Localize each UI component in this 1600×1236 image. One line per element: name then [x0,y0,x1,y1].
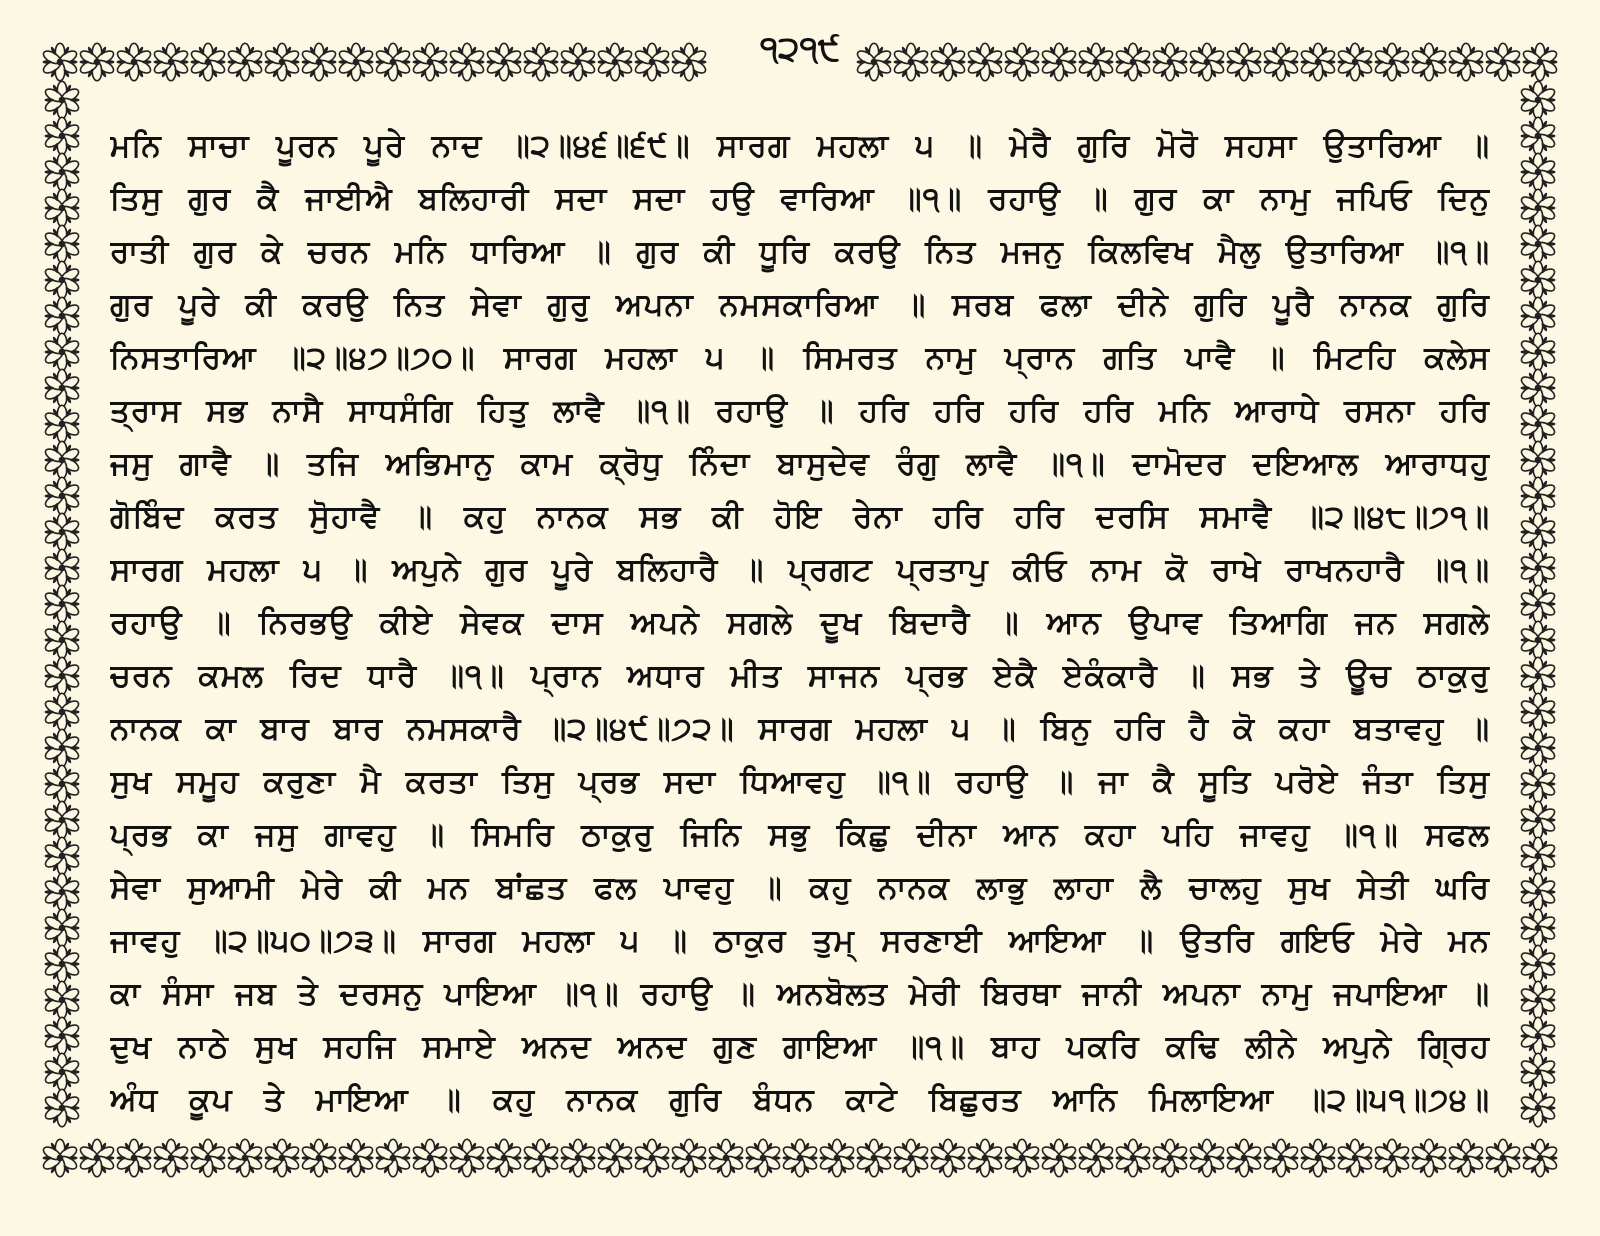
text-line: ਗੋਬਿੰਦ ਕਰਤ ਸੋੁਹਾਵੈ ॥ ਕਹੁ ਨਾਨਕ ਸਭ ਕੀ ਹੋਇ ਰੇਨਾ ਹਰਿ ਹਰਿ ਦਰਸਿ ਸਮਾਵੈ ॥੨॥੪੮॥੭੧॥ [110,499,1490,535]
flower-ornament-icon [43,945,80,982]
flower-ornament-icon [374,1139,411,1176]
flower-ornament-icon [1519,765,1556,802]
flower-ornament-icon [448,1139,485,1176]
flower-ornament-icon [43,513,80,550]
flower-ornament-icon [485,1139,522,1176]
flower-ornament-icon [1519,117,1556,154]
flower-ornament-icon [966,1139,1003,1176]
flower-ornament-icon [1336,1139,1373,1176]
flower-ornament-icon [1519,693,1556,730]
text-line: ਸੁਖ ਸਮੂਹ ਕਰੁਣਾ ਮੈ ਕਰਤਾ ਤਿਸੁ ਪ੍ਰਭ ਸਦਾ ਧਿਆਵਹੁ ॥੧॥ ਰਹਾਉ ॥ ਜਾ ਕੈ ਸੂਤਿ ਪਰੋਏ ਜੰਤਾ ਤਿਸੁ [110,764,1490,800]
text-line: ਕਾ ਸੰਸਾ ਜਬ ਤੇ ਦਰਸਨੁ ਪਾਇਆ ॥੧॥ ਰਹਾਉ ॥ ਅਨਬੋਲਤ ਮੇਰੀ ਬਿਰਥਾ ਜਾਨੀ ਅਪਨਾ ਨਾਮੁ ਜਪਾਇਆ ॥ [110,976,1490,1012]
flower-ornament-icon [1519,153,1556,190]
flower-ornament-icon [1519,909,1556,946]
flower-ornament-icon [559,1139,596,1176]
flower-ornament-icon [1447,1139,1484,1176]
text-line: ਪ੍ਰਭ ਕਾ ਜਸੁ ਗਾਵਹੁ ॥ ਸਿਮਰਿ ਠਾਕੁਰੁ ਜਿਨਿ ਸਭੁ ਕਿਛੁ ਦੀਨਾ ਆਨ ਕਹਾ ਪਹਿ ਜਾਵਹੁ ॥੧॥ ਸਫਲ [110,817,1490,853]
flower-ornament-icon [43,117,80,154]
flower-ornament-icon [226,1139,263,1176]
flower-ornament-icon [670,1139,707,1176]
text-line: ਮਨਿ ਸਾਚਾ ਪੂਰਨ ਪੂਰੇ ਨਾਦ ॥੨॥੪੬॥੬੯॥ ਸਾਰਗ ਮਹਲਾ ੫ ॥ ਮੇਰੈ ਗੁਰਿ ਮੋਰੋ ਸਹਸਾ ਉਤਾਰਿਆ ॥ [110,128,1490,164]
flower-ornament-icon [1519,1089,1556,1126]
flower-ornament-icon [1519,657,1556,694]
verse-text-block [110,120,1490,1127]
flower-ornament-icon [1410,1139,1447,1176]
flower-ornament-icon [1299,1139,1336,1176]
flower-ornament-icon [1225,1139,1262,1176]
flower-ornament-icon [43,837,80,874]
flower-ornament-icon [855,1139,892,1176]
flower-ornament-icon [115,1139,152,1176]
text-line: ਨਾਨਕ ਕਾ ਬਾਰ ਬਾਰ ਨਮਸਕਾਰੈ ॥੨॥੪੯॥੭੨॥ ਸਾਰਗ ਮਹਲਾ ੫ ॥ ਬਿਨੁ ਹਰਿ ਹੈ ਕੋ ਕਹਾ ਬਤਾਵਹੁ ॥ [110,711,1490,747]
page-number [0,28,1600,70]
flower-ornament-icon [411,1139,448,1176]
flower-ornament-icon [1519,945,1556,982]
flower-ornament-icon [43,333,80,370]
flower-ornament-icon [744,1139,781,1176]
text-line: ਗੁਰ ਪੂਰੇ ਕੀ ਕਰਉ ਨਿਤ ਸੇਵਾ ਗੁਰੁ ਅਪਨਾ ਨਮਸਕਾਰਿਆ ॥ ਸਰਬ ਫਲਾ ਦੀਨੇ ਗੁਰਿ ਪੂਰੈ ਨਾਨਕ ਗੁਰਿ [110,287,1490,323]
text-line: ਜਸੁ ਗਾਵੈ ॥ ਤਜਿ ਅਭਿਮਾਨੁ ਕਾਮ ਕ੍ਰੋਧੁ ਨਿੰਦਾ ਬਾਸੁਦੇਵ ਰੰਗੁ ਲਾਵੈ ॥੧॥ ਦਾਮੋਦਰ ਦਇਆਲ ਆਰਾਧਹੁ [110,446,1490,482]
flower-ornament-icon [43,1053,80,1090]
text-line: ਨਿਸਤਾਰਿਆ ॥੨॥੪੭॥੭੦॥ ਸਾਰਗ ਮਹਲਾ ੫ ॥ ਸਿਮਰਤ ਨਾਮੁ ਪ੍ਰਾਨ ਗਤਿ ਪਾਵੈ ॥ ਮਿਟਹਿ ਕਲੇਸ [110,340,1490,376]
flower-ornament-icon [1519,981,1556,1018]
flower-ornament-icon [43,621,80,658]
flower-ornament-icon [1519,261,1556,298]
flower-ornament-icon [43,369,80,406]
text-line: ਜਾਵਹੁ ॥੨॥੫੦॥੭੩॥ ਸਾਰਗ ਮਹਲਾ ੫ ॥ ਠਾਕੁਰ ਤੁਮ੍ ਸਰਣਾਈ ਆਇਆ ॥ ਉਤਰਿ ਗਇਓ ਮੇਰੇ ਮਨ [110,923,1490,959]
flower-ornament-icon [1519,225,1556,262]
flower-ornament-icon [263,1139,300,1176]
flower-ornament-icon [1519,81,1556,118]
flower-ornament-icon [818,1139,855,1176]
flower-ornament-icon [43,405,80,442]
flower-ornament-icon [1188,1139,1225,1176]
text-line: ਸੇਵਾ ਸੁਆਮੀ ਮੇਰੇ ਕੀ ਮਨ ਬਾਂਛਤ ਫਲ ਪਾਵਹੁ ॥ ਕਹੁ ਨਾਨਕ ਲਾਭੁ ਲਾਹਾ ਲੈ ਚਾਲਹੁ ਸੁਖ ਸੇਤੀ ਘਰਿ [110,870,1490,906]
flower-ornament-icon [1151,1139,1188,1176]
text-line: ਤ੍ਰਾਸ ਸਭ ਨਾਸੈ ਸਾਧਸੰਗਿ ਹਿਤੁ ਲਾਵੈ ॥੧॥ ਰਹਾਉ ॥ ਹਰਿ ਹਰਿ ਹਰਿ ਹਰਿ ਮਨਿ ਆਰਾਧੇ ਰਸਨਾ ਹਰਿ [110,393,1490,429]
flower-ornament-icon [43,477,80,514]
flower-ornament-icon [43,261,80,298]
flower-ornament-icon [892,1139,929,1176]
flower-ornament-icon [1519,549,1556,586]
flower-ornament-icon [1040,1139,1077,1176]
flower-ornament-icon [43,657,80,694]
flower-ornament-icon [1519,333,1556,370]
flower-ornament-icon [1519,1053,1556,1090]
flower-ornament-icon [596,1139,633,1176]
flower-ornament-icon [1519,369,1556,406]
flower-ornament-icon [1077,1139,1114,1176]
flower-ornament-icon [43,1089,80,1126]
flower-ornament-icon [1114,1139,1151,1176]
flower-ornament-icon [43,981,80,1018]
flower-ornament-icon [1519,1017,1556,1054]
text-line: ਅੰਧ ਕੂਪ ਤੇ ਮਾਇਆ ॥ ਕਹੁ ਨਾਨਕ ਗੁਰਿ ਬੰਧਨ ਕਾਟੇ ਬਿਛੁਰਤ ਆਨਿ ਮਿਲਾਇਆ ॥੨॥੫੧॥੭੪॥ [110,1082,1490,1118]
flower-ornament-icon [1519,189,1556,226]
flower-ornament-icon [189,1139,226,1176]
flower-ornament-icon [1519,873,1556,910]
flower-ornament-icon [43,909,80,946]
flower-ornament-icon [1373,1139,1410,1176]
flower-ornament-icon [1519,513,1556,550]
flower-ornament-icon [1519,441,1556,478]
flower-ornament-icon [1519,585,1556,622]
text-line: ਤਿਸੁ ਗੁਰ ਕੈ ਜਾਈਐ ਬਲਿਹਾਰੀ ਸਦਾ ਸਦਾ ਹਉ ਵਾਰਿਆ ॥੧॥ ਰਹਾਉ ॥ ਗੁਰ ਕਾ ਨਾਮੁ ਜਪਿਓ ਦਿਨੁ [110,181,1490,217]
text-line: ਸਾਰਗ ਮਹਲਾ ੫ ॥ ਅਪੁਨੇ ਗੁਰ ਪੂਰੇ ਬਲਿਹਾਰੈ ॥ ਪ੍ਰਗਟ ਪ੍ਰਤਾਪੁ ਕੀਓ ਨਾਮ ਕੋ ਰਾਖੇ ਰਾਖਨਹਾਰੈ ॥੧॥ [110,552,1490,588]
flower-ornament-icon [43,549,80,586]
flower-ornament-icon [1484,1139,1521,1176]
page-number-text: ੧੨੧੯ [748,29,852,69]
flower-ornament-icon [1519,801,1556,838]
flower-ornament-icon [43,765,80,802]
flower-ornament-icon [633,1139,670,1176]
text-line: ਰਾਤੀ ਗੁਰ ਕੇ ਚਰਨ ਮਨਿ ਧਾਰਿਆ ॥ ਗੁਰ ਕੀ ਧੂਰਿ ਕਰਉ ਨਿਤ ਮਜਨੁ ਕਿਲਵਿਖ ਮੈਲੁ ਉਤਾਰਿਆ ॥੧॥ [110,234,1490,270]
flower-ornament-icon [707,1139,744,1176]
flower-ornament-icon [1519,297,1556,334]
flower-ornament-icon [43,441,80,478]
flower-ornament-icon [337,1139,374,1176]
flower-ornament-icon [78,1139,115,1176]
flower-ornament-icon [1519,621,1556,658]
flower-ornament-icon [1519,477,1556,514]
text-line: ਰਹਾਉ ॥ ਨਿਰਭਉ ਕੀਏ ਸੇਵਕ ਦਾਸ ਅਪਨੇ ਸਗਲੇ ਦੂਖ ਬਿਦਾਰੈ ॥ ਆਨ ਉਪਾਵ ਤਿਆਗਿ ਜਨ ਸਗਲੇ [110,605,1490,641]
text-line: ਚਰਨ ਕਮਲ ਰਿਦ ਧਾਰੈ ॥੧॥ ਪ੍ਰਾਨ ਅਧਾਰ ਮੀਤ ਸਾਜਨ ਪ੍ਰਭ ਏਕੈ ਏਕੰਕਾਰੈ ॥ ਸਭ ਤੇ ਊਚ ਠਾਕੁਰੁ [110,658,1490,694]
flower-ornament-icon [781,1139,818,1176]
flower-ornament-icon [43,1017,80,1054]
text-line: ਦੁਖ ਨਾਠੇ ਸੁਖ ਸਹਜਿ ਸਮਾਏ ਅਨਦ ਅਨਦ ਗੁਣ ਗਾਇਆ ॥੧॥ ਬਾਹ ਪਕਰਿ ਕਢਿ ਲੀਨੇ ਅਪੁਨੇ ਗ੍ਰਿਹ [110,1029,1490,1065]
flower-ornament-icon [43,81,80,118]
flower-ornament-icon [43,153,80,190]
flower-ornament-icon [43,801,80,838]
flower-ornament-icon [43,693,80,730]
flower-ornament-icon [1262,1139,1299,1176]
flower-ornament-icon [1519,729,1556,766]
flower-ornament-icon [1519,405,1556,442]
flower-ornament-icon [1519,837,1556,874]
flower-ornament-icon [43,297,80,334]
flower-ornament-icon [43,585,80,622]
flower-ornament-icon [41,1139,78,1176]
flower-ornament-icon [43,225,80,262]
flower-ornament-icon [43,189,80,226]
flower-ornament-icon [1003,1139,1040,1176]
flower-ornament-icon [152,1139,189,1176]
flower-ornament-icon [929,1139,966,1176]
flower-ornament-icon [300,1139,337,1176]
flower-ornament-icon [522,1139,559,1176]
flower-ornament-icon [43,729,80,766]
flower-ornament-icon [1521,1139,1558,1176]
flower-ornament-icon [43,873,80,910]
